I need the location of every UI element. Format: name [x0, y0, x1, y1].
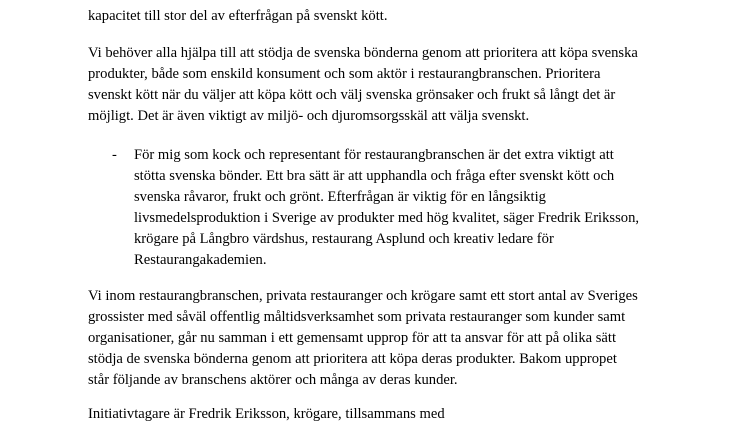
- quote-bullet-dash: -: [112, 147, 117, 163]
- paragraph-3-line-4: stödja de svenska bönderna genom att prioritera att köpa deras produkter. Bakom uppropet: [88, 351, 617, 367]
- quote-line-1: För mig som kock och representant för restaurangbranschen är det extra viktigt att: [134, 147, 614, 163]
- paragraph-1-line-1: kapacitet till stor del av efterfrågan på svenskt kött.: [88, 8, 388, 24]
- paragraph-2-line-1: Vi behöver alla hjälpa till att stödja de svenska bönderna genom att prioritera att köpa svenska: [88, 45, 638, 61]
- paragraph-3-line-1: Vi inom restaurangbranschen, privata restauranger och krögare samt ett stort antal av Sveriges: [88, 288, 638, 304]
- paragraph-3-line-3: organisationer, går nu samman i ett gemensamt upprop för att ta ansvar för att på olika sätt: [88, 330, 617, 346]
- quote-line-3: svenska råvaror, frukt och grönt. Efterfrågan är viktig för en långsiktig: [134, 189, 546, 205]
- paragraph-3-line-5: står följande av branschens aktörer och många av deras kunder.: [88, 372, 458, 388]
- paragraph-3-line-2: grossister med såväl offentlig måltidsverksamhet som privata restauranger som kunder samt: [88, 309, 626, 325]
- quote-line-4: livsmedelsproduktion i Sverige av produkter med hög kvalitet, säger Fredrik Eriksson,: [134, 210, 640, 226]
- paragraph-2-line-3: svenskt kött när du väljer att köpa kött och välj svenska grönsaker och frukt så långt det är: [88, 87, 616, 103]
- paragraph-2-line-4: möjligt. Det är även viktigt av miljö- och djuromsorgsskäl att välja svenskt.: [88, 108, 530, 124]
- quote-line-5: krögare på Långbro värdshus, restaurang Asplund och kreativ ledare för: [134, 231, 554, 247]
- paragraph-2-line-2: produkter, både som enskild konsument och som aktör i restaurangbranschen. Prioritera: [88, 66, 601, 82]
- quote-line-2: stötta svenska bönder. Ett bra sätt är att upphandla och fråga efter svenskt kött och: [134, 168, 615, 184]
- quote-line-6: Restaurangakademien.: [134, 252, 267, 268]
- paragraph-4-line-1: Initiativtagare är Fredrik Eriksson, krögare, tillsammans med: [88, 406, 445, 422]
